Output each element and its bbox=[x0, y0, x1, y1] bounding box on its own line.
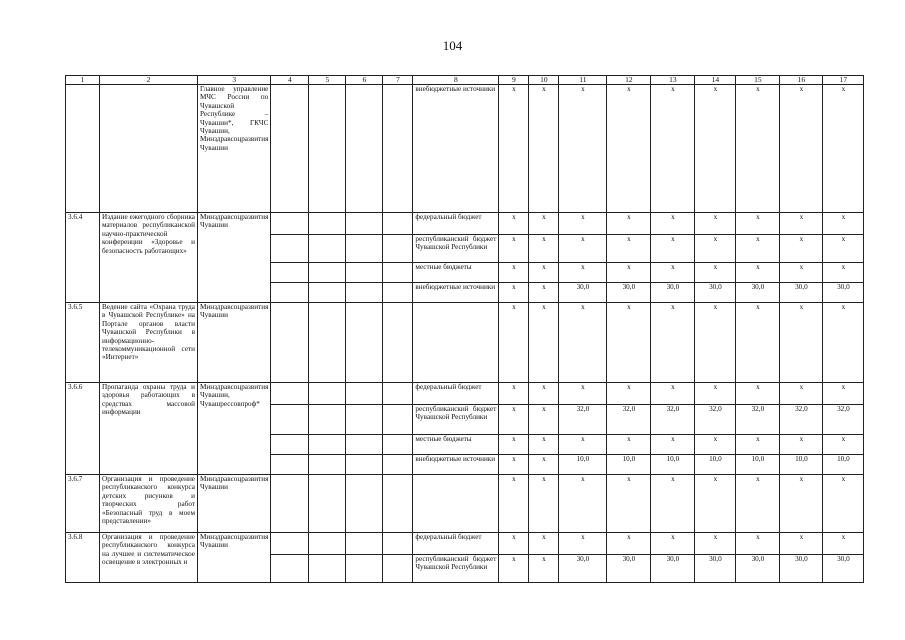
empty-cell bbox=[309, 303, 346, 383]
value-cell: x bbox=[559, 213, 607, 235]
funding-source-cell: федеральный бюджет bbox=[413, 213, 499, 235]
value-cell: 32,0 bbox=[780, 405, 823, 435]
empty-cell bbox=[346, 383, 383, 405]
value-cell: 10,0 bbox=[780, 455, 823, 475]
empty-cell bbox=[346, 303, 383, 383]
value-cell: x bbox=[559, 303, 607, 383]
table-row bbox=[66, 475, 864, 533]
value-cell: x bbox=[529, 435, 559, 455]
value-cell: x bbox=[780, 235, 823, 263]
item-name-cell: Пропаганда охраны труда и здоровья работающих в средствах массовой информации bbox=[100, 383, 198, 475]
value-cell: 30,0 bbox=[823, 283, 864, 303]
value-cell: x bbox=[823, 235, 864, 263]
value-cell: x bbox=[607, 475, 651, 533]
value-cell: x bbox=[695, 213, 736, 235]
value-cell: 30,0 bbox=[607, 555, 651, 583]
value-cell: x bbox=[499, 533, 529, 555]
empty-cell bbox=[346, 283, 383, 303]
value-cell: 32,0 bbox=[607, 405, 651, 435]
empty-cell bbox=[383, 533, 413, 555]
value-cell: x bbox=[559, 533, 607, 555]
value-cell: x bbox=[499, 85, 529, 213]
value-cell: x bbox=[651, 263, 695, 283]
value-cell: x bbox=[695, 435, 736, 455]
value-cell: x bbox=[823, 303, 864, 383]
empty-cell bbox=[346, 263, 383, 283]
item-number-cell bbox=[66, 85, 100, 213]
empty-cell bbox=[309, 405, 346, 435]
value-cell: x bbox=[529, 303, 559, 383]
empty-cell bbox=[271, 263, 309, 283]
value-cell: x bbox=[736, 303, 780, 383]
value-cell: x bbox=[607, 85, 651, 213]
value-cell: x bbox=[559, 435, 607, 455]
value-cell: x bbox=[823, 213, 864, 235]
empty-cell bbox=[309, 555, 346, 583]
value-cell: x bbox=[529, 383, 559, 405]
empty-cell bbox=[383, 303, 413, 383]
value-cell: x bbox=[651, 475, 695, 533]
empty-cell bbox=[383, 455, 413, 475]
value-cell: x bbox=[695, 85, 736, 213]
table-body bbox=[66, 76, 864, 583]
item-number-cell: 3.6.5 bbox=[66, 303, 100, 383]
empty-cell bbox=[309, 475, 346, 533]
empty-cell bbox=[309, 383, 346, 405]
empty-cell bbox=[346, 455, 383, 475]
value-cell: 30,0 bbox=[736, 283, 780, 303]
header-cell: 5 bbox=[309, 76, 346, 85]
value-cell: x bbox=[736, 263, 780, 283]
header-cell: 8 bbox=[413, 76, 499, 85]
value-cell: x bbox=[651, 533, 695, 555]
empty-cell bbox=[309, 85, 346, 213]
empty-cell bbox=[346, 235, 383, 263]
empty-cell bbox=[271, 235, 309, 263]
table-row bbox=[66, 533, 864, 555]
empty-cell bbox=[346, 213, 383, 235]
executor-cell: Минздравсоцразвития Чувашии, Чувашрессовпроф* bbox=[198, 383, 271, 475]
value-cell: x bbox=[736, 213, 780, 235]
funding-source-cell: внебюджетные источники bbox=[413, 85, 499, 213]
value-cell: x bbox=[823, 435, 864, 455]
table-row bbox=[66, 303, 864, 383]
table-row bbox=[66, 213, 864, 235]
value-cell: x bbox=[529, 235, 559, 263]
item-number-cell: 3.6.4 bbox=[66, 213, 100, 303]
empty-cell bbox=[271, 85, 309, 213]
value-cell: x bbox=[529, 85, 559, 213]
funding-source-cell: внебюджетные источники bbox=[413, 283, 499, 303]
value-cell: x bbox=[780, 383, 823, 405]
value-cell: x bbox=[529, 533, 559, 555]
value-cell: x bbox=[651, 303, 695, 383]
header-cell: 15 bbox=[736, 76, 780, 85]
header-cell: 13 bbox=[651, 76, 695, 85]
empty-cell bbox=[383, 283, 413, 303]
item-name-cell: Организация и проведение республиканского конкурса на лучшее и систематическое освещение в электронных и bbox=[100, 533, 198, 583]
value-cell: x bbox=[607, 235, 651, 263]
value-cell: x bbox=[529, 283, 559, 303]
value-cell: 30,0 bbox=[559, 555, 607, 583]
value-cell: x bbox=[559, 85, 607, 213]
funding-source-cell: федеральный бюджет bbox=[413, 533, 499, 555]
value-cell: x bbox=[780, 303, 823, 383]
header-cell: 6 bbox=[346, 76, 383, 85]
value-cell: x bbox=[695, 475, 736, 533]
empty-cell bbox=[383, 475, 413, 533]
value-cell: x bbox=[499, 283, 529, 303]
value-cell: 30,0 bbox=[695, 283, 736, 303]
value-cell: 10,0 bbox=[559, 455, 607, 475]
value-cell: x bbox=[499, 555, 529, 583]
empty-cell bbox=[271, 303, 309, 383]
value-cell: x bbox=[529, 405, 559, 435]
empty-cell bbox=[271, 383, 309, 405]
value-cell: x bbox=[736, 475, 780, 533]
value-cell: x bbox=[736, 533, 780, 555]
table-row bbox=[66, 383, 864, 405]
funding-source-cell: республиканский бюджет Чувашской Республики bbox=[413, 235, 499, 263]
value-cell: x bbox=[651, 235, 695, 263]
item-name-cell: Ведение сайта «Охрана труда в Чувашской Республике» на Портале органов власти Чувашской Республики в информационно-телекоммуникационной сети «Интернет» bbox=[100, 303, 198, 383]
value-cell: 30,0 bbox=[823, 555, 864, 583]
value-cell: x bbox=[823, 263, 864, 283]
header-cell: 3 bbox=[198, 76, 271, 85]
empty-cell bbox=[383, 213, 413, 235]
empty-cell bbox=[309, 235, 346, 263]
value-cell: 10,0 bbox=[695, 455, 736, 475]
value-cell: x bbox=[499, 435, 529, 455]
value-cell: x bbox=[499, 263, 529, 283]
header-cell: 1 bbox=[66, 76, 100, 85]
value-cell: x bbox=[780, 85, 823, 213]
value-cell: x bbox=[651, 85, 695, 213]
value-cell: x bbox=[651, 435, 695, 455]
funding-source-cell bbox=[413, 475, 499, 533]
empty-cell bbox=[383, 405, 413, 435]
empty-cell bbox=[271, 213, 309, 235]
value-cell: 32,0 bbox=[695, 405, 736, 435]
empty-cell bbox=[271, 475, 309, 533]
value-cell: x bbox=[499, 405, 529, 435]
page-number: 104 bbox=[442, 38, 463, 53]
value-cell: x bbox=[607, 533, 651, 555]
value-cell: x bbox=[607, 263, 651, 283]
executor-cell: Минздравсоцразвития Чувашии bbox=[198, 533, 271, 583]
value-cell: 10,0 bbox=[607, 455, 651, 475]
value-cell: x bbox=[607, 213, 651, 235]
item-name-cell: Организация и проведение республиканского конкурса детских рисунков и творческих работ «Безопасный труд в моем представлении» bbox=[100, 475, 198, 533]
value-cell: x bbox=[695, 383, 736, 405]
value-cell: x bbox=[499, 235, 529, 263]
value-cell: x bbox=[607, 383, 651, 405]
value-cell: x bbox=[651, 213, 695, 235]
value-cell: 10,0 bbox=[736, 455, 780, 475]
empty-cell bbox=[383, 263, 413, 283]
item-number-cell: 3.6.7 bbox=[66, 475, 100, 533]
funding-source-cell: внебюджетные источники bbox=[413, 455, 499, 475]
value-cell: 10,0 bbox=[651, 455, 695, 475]
value-cell: x bbox=[736, 85, 780, 213]
value-cell: 30,0 bbox=[695, 555, 736, 583]
value-cell: x bbox=[780, 263, 823, 283]
item-number-cell: 3.6.8 bbox=[66, 533, 100, 583]
empty-cell bbox=[383, 235, 413, 263]
funding-source-cell: республиканский бюджет Чувашской Республики bbox=[413, 555, 499, 583]
empty-cell bbox=[271, 533, 309, 555]
header-row bbox=[66, 76, 864, 85]
header-cell: 17 bbox=[823, 76, 864, 85]
executor-cell: Минздравсоцразвития Чувашии bbox=[198, 303, 271, 383]
value-cell: x bbox=[695, 235, 736, 263]
executor-cell: Минздравсоцразвития Чувашии bbox=[198, 213, 271, 303]
empty-cell bbox=[271, 435, 309, 455]
header-cell: 2 bbox=[100, 76, 198, 85]
empty-cell bbox=[309, 283, 346, 303]
empty-cell bbox=[346, 475, 383, 533]
header-cell: 9 bbox=[499, 76, 529, 85]
value-cell: 30,0 bbox=[780, 283, 823, 303]
value-cell: x bbox=[780, 213, 823, 235]
value-cell: x bbox=[823, 383, 864, 405]
header-cell: 4 bbox=[271, 76, 309, 85]
value-cell: 30,0 bbox=[651, 555, 695, 583]
value-cell: x bbox=[780, 533, 823, 555]
empty-cell bbox=[383, 383, 413, 405]
value-cell: x bbox=[651, 383, 695, 405]
empty-cell bbox=[271, 405, 309, 435]
header-cell: 10 bbox=[529, 76, 559, 85]
value-cell: x bbox=[736, 383, 780, 405]
empty-cell bbox=[309, 213, 346, 235]
header-cell: 16 bbox=[780, 76, 823, 85]
value-cell: 10,0 bbox=[823, 455, 864, 475]
item-name-cell: Издание ежегодного сборника материалов республиканской научно-практической конференции «Здоровье и безопасность работающих» bbox=[100, 213, 198, 303]
empty-cell bbox=[346, 533, 383, 555]
empty-cell bbox=[309, 263, 346, 283]
executor-cell: Минздравсоцразвития Чувашии bbox=[198, 475, 271, 533]
empty-cell bbox=[346, 405, 383, 435]
value-cell: x bbox=[529, 475, 559, 533]
value-cell: x bbox=[499, 383, 529, 405]
funding-source-cell: местные бюджеты bbox=[413, 263, 499, 283]
value-cell: x bbox=[499, 303, 529, 383]
value-cell: 32,0 bbox=[651, 405, 695, 435]
empty-cell bbox=[383, 85, 413, 213]
funding-source-cell: республиканский бюджет Чувашской Республики bbox=[413, 405, 499, 435]
program-table bbox=[65, 75, 864, 583]
empty-cell bbox=[346, 555, 383, 583]
empty-cell bbox=[309, 435, 346, 455]
value-cell: x bbox=[499, 455, 529, 475]
value-cell: 32,0 bbox=[823, 405, 864, 435]
value-cell: x bbox=[823, 475, 864, 533]
value-cell: 30,0 bbox=[559, 283, 607, 303]
value-cell: x bbox=[780, 475, 823, 533]
value-cell: x bbox=[607, 435, 651, 455]
value-cell: x bbox=[695, 533, 736, 555]
header-cell: 7 bbox=[383, 76, 413, 85]
value-cell: 30,0 bbox=[736, 555, 780, 583]
table-row bbox=[66, 85, 864, 213]
value-cell: x bbox=[695, 263, 736, 283]
header-cell: 14 bbox=[695, 76, 736, 85]
value-cell: x bbox=[823, 85, 864, 213]
empty-cell bbox=[271, 455, 309, 475]
value-cell: x bbox=[499, 475, 529, 533]
funding-source-cell: федеральный бюджет bbox=[413, 383, 499, 405]
value-cell: 30,0 bbox=[607, 283, 651, 303]
empty-cell bbox=[346, 435, 383, 455]
item-number-cell: 3.6.6 bbox=[66, 383, 100, 475]
empty-cell bbox=[346, 85, 383, 213]
value-cell: x bbox=[529, 555, 559, 583]
funding-source-cell bbox=[413, 303, 499, 383]
empty-cell bbox=[383, 555, 413, 583]
value-cell: x bbox=[780, 435, 823, 455]
value-cell: x bbox=[529, 213, 559, 235]
empty-cell bbox=[309, 533, 346, 555]
value-cell: x bbox=[695, 303, 736, 383]
value-cell: x bbox=[559, 263, 607, 283]
executor-cell: Главное управление МЧС России по Чувашской Республике – Чувашии*, ГКЧС Чувашии, Минздравсоцразвития Чувашии bbox=[198, 85, 271, 213]
value-cell: x bbox=[823, 533, 864, 555]
value-cell: 32,0 bbox=[559, 405, 607, 435]
value-cell: x bbox=[499, 213, 529, 235]
value-cell: x bbox=[736, 435, 780, 455]
value-cell: x bbox=[559, 475, 607, 533]
empty-cell bbox=[271, 283, 309, 303]
value-cell: x bbox=[607, 303, 651, 383]
funding-source-cell: местные бюджеты bbox=[413, 435, 499, 455]
empty-cell bbox=[309, 455, 346, 475]
header-cell: 11 bbox=[559, 76, 607, 85]
value-cell: x bbox=[559, 383, 607, 405]
value-cell: x bbox=[736, 235, 780, 263]
value-cell: x bbox=[529, 455, 559, 475]
value-cell: 30,0 bbox=[651, 283, 695, 303]
empty-cell bbox=[271, 555, 309, 583]
value-cell: x bbox=[559, 235, 607, 263]
value-cell: 32,0 bbox=[736, 405, 780, 435]
empty-cell bbox=[383, 435, 413, 455]
header-cell: 12 bbox=[607, 76, 651, 85]
value-cell: 30,0 bbox=[780, 555, 823, 583]
item-name-cell bbox=[100, 85, 198, 213]
value-cell: x bbox=[529, 263, 559, 283]
